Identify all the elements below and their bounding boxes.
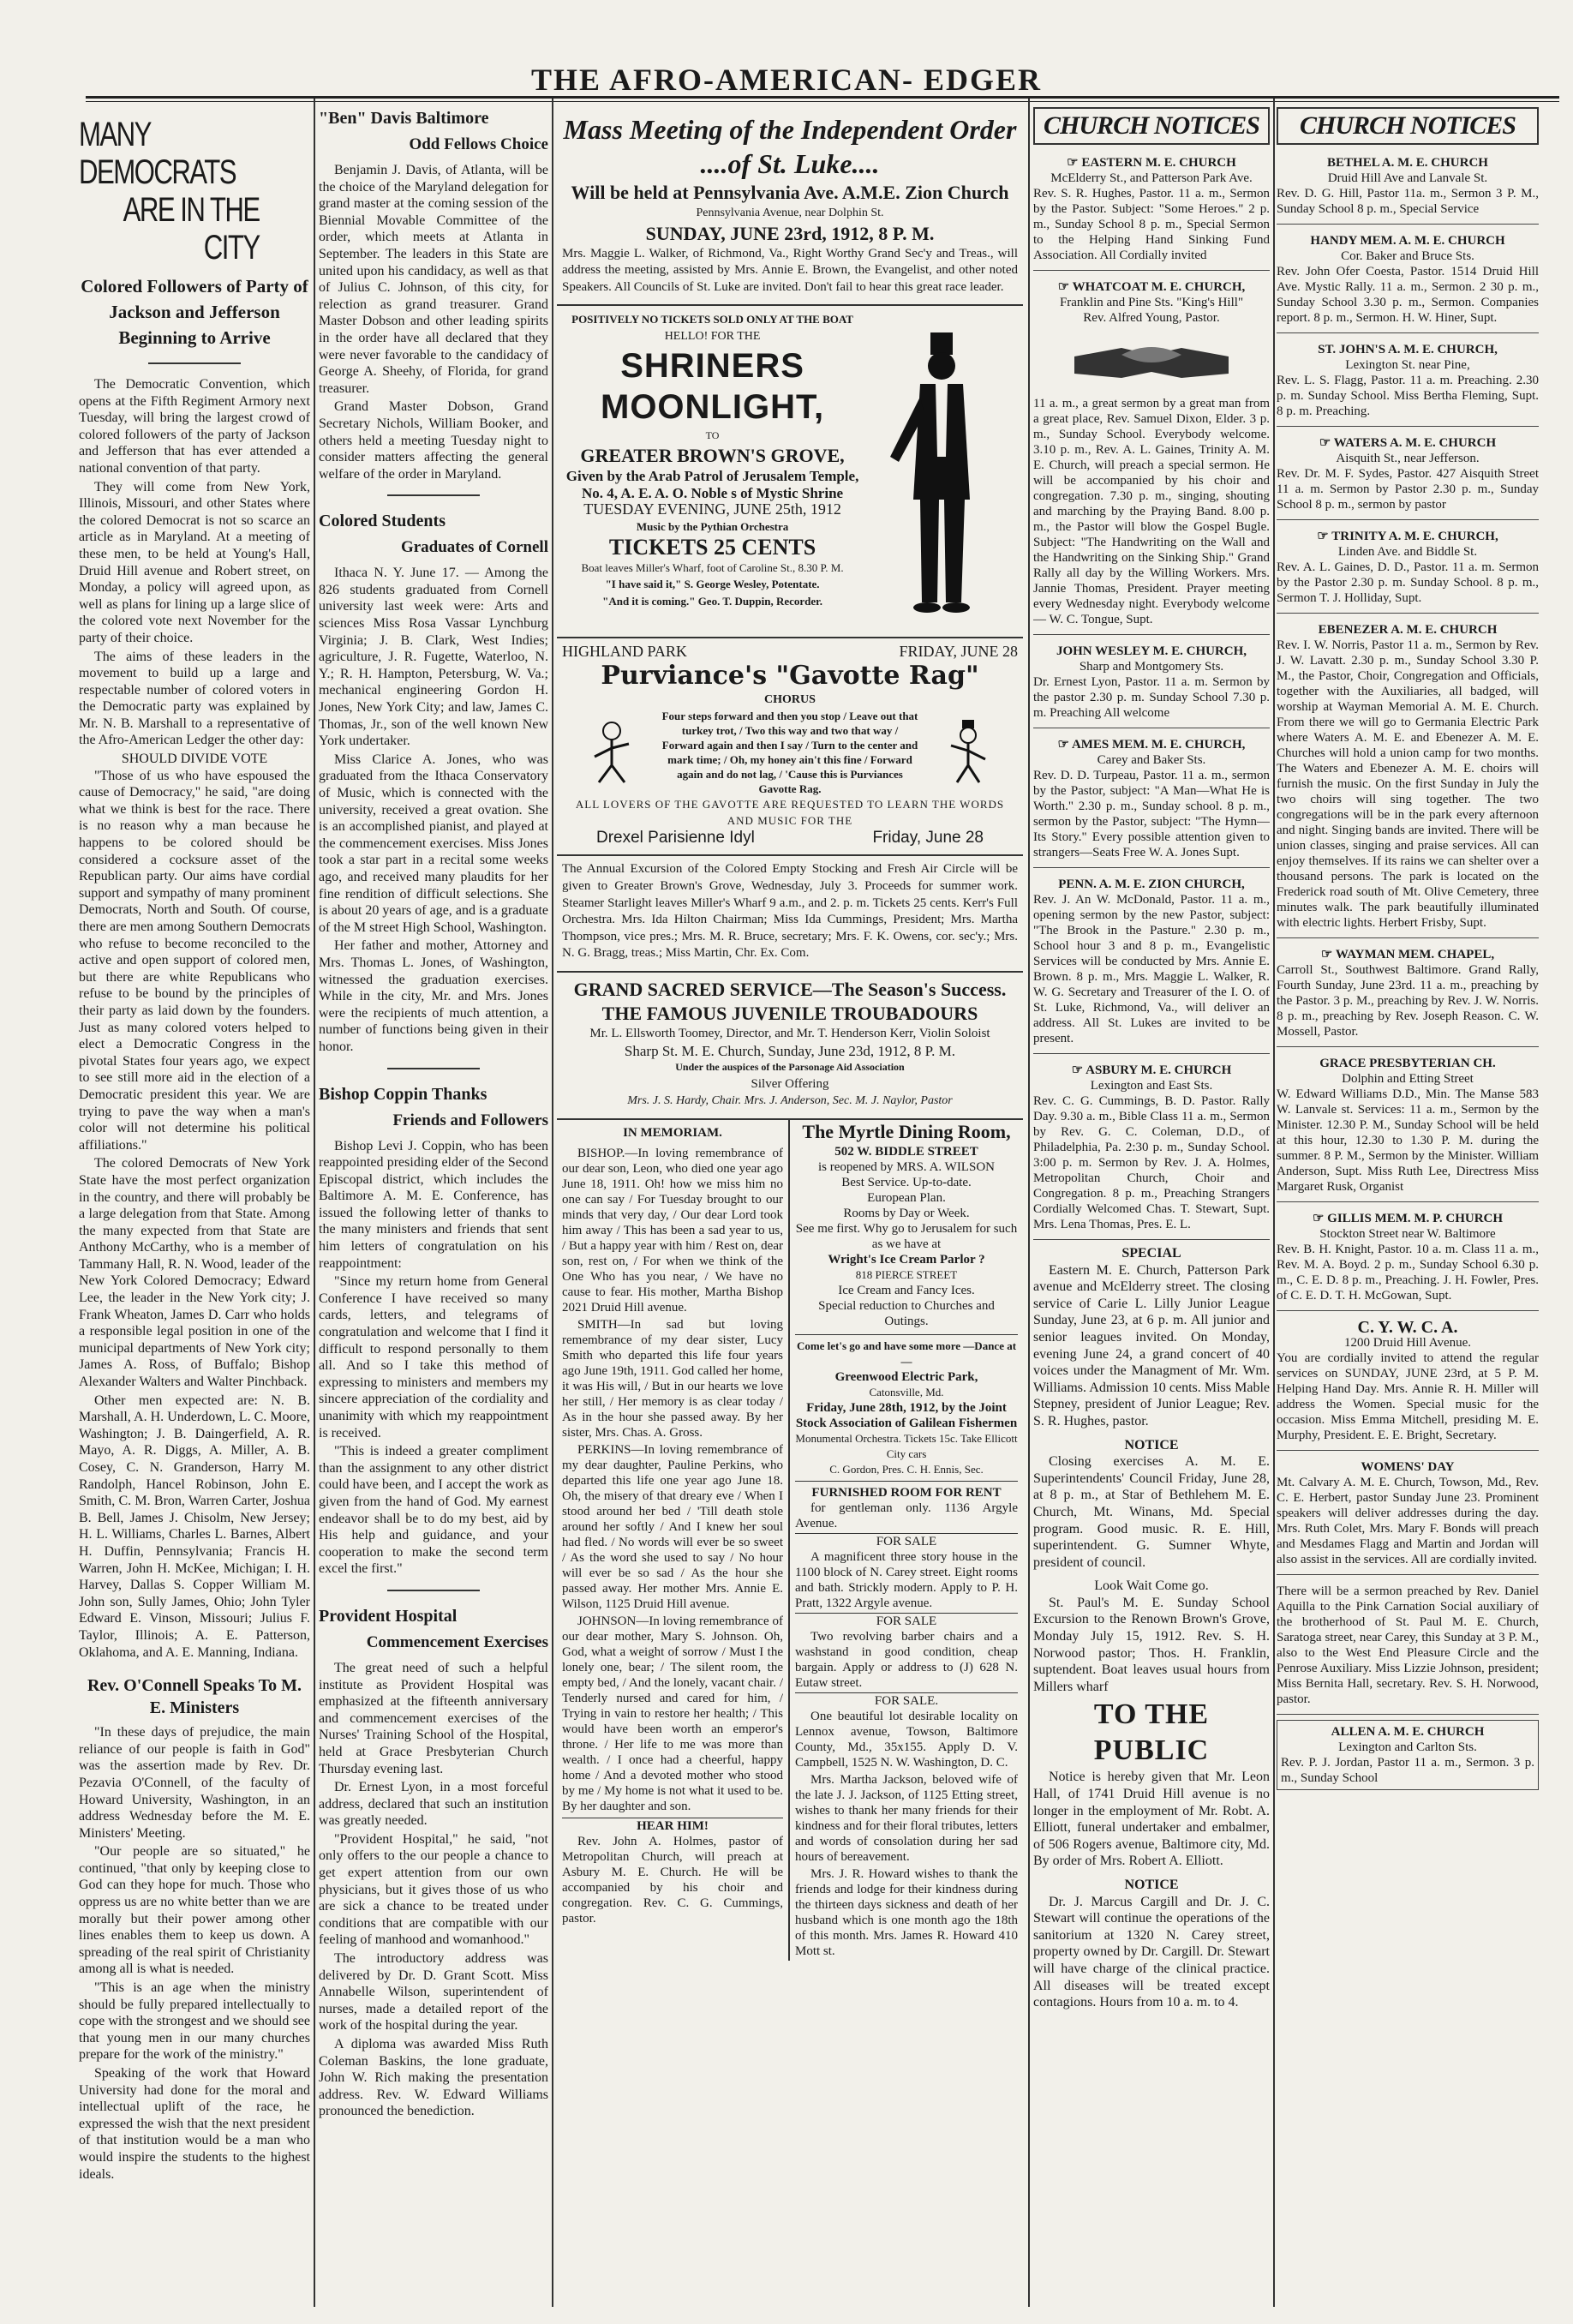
column-church-notices-1 [1033, 107, 1270, 2307]
shriners-title: SHRINERS MOONLIGHT, [601, 346, 825, 426]
dance-line: C. Gordon, Pres. C. H. Ennis, Sec. [829, 1462, 984, 1476]
church-notice [1033, 1059, 1270, 1240]
article-paragraph: "Those of us who have espoused the cause of Democracy," he said, "are doing what we think is best for the race. There is no reason why a man because he happens to be colored should be considered a cocksure asset of the Republican party. Our aims have cordial support and sympathy of many prominent Democrats, North and South. Of course, there are men among Southern Democrats who refuse to become reconciled to the active and open support of colored men, but there are white Republicans who refuse to be bound by the principles of their party as laid down by the founders. Just as many colored voters helped to elect a Democratic Congress in the pivotal States four years ago, we expect to see still more aid in the election of a Democratic president this year. We are trying to pave the way when a man's color will not determine his political affiliations." [79, 768, 310, 1153]
church-name: WATERS A. M. E. CHURCH [1333, 436, 1497, 450]
gavotte-date: FRIDAY, JUNE 28 [899, 643, 1018, 661]
ad-sacred-service [557, 973, 1023, 1120]
church-text: Rev. L. S. Flagg, Pastor. 11 a. m. Preaching. 2.30 p. m. Sunday School. Miss Bertha Fleming, Supt. 8 p. m. Preaching. [1277, 374, 1539, 418]
church-address: Franklin and Pine Sts. "King's Hill" [1059, 296, 1244, 309]
church-address: Aisquith St., near Jefferson. [1336, 452, 1480, 465]
pointing-hand-icon: ☞ [1312, 1212, 1325, 1225]
church-notice [1277, 525, 1539, 614]
church-notice [1277, 338, 1539, 427]
sacred-title: GRAND SACRED SERVICE—The Season's Success. [573, 978, 1007, 1000]
sacred-title-2: THE FAMOUS JUVENILE TROUBADOURS [601, 1002, 978, 1024]
mass-title: Mass Meeting of the Independent Order ....of St. Luke.... [563, 114, 1017, 179]
separator [148, 362, 241, 364]
article-paragraph: "This is an age when the ministry should be fully prepared intellectually to cope with the strongest and we should see that young men in our many churches prepare for the work of the ministry." [79, 1980, 310, 2063]
shriners-quote-1: "I have said it," S. George Wesley, Potentate. [605, 578, 820, 591]
memoriam-entry: JOHNSON—In loving remembrance of our dear mother, Mary S. Johnson. Oh, God, what a weight of sorrow / Must I the lonely one, bear; / The silent room, the empty bed, / And the lonely, vacant chair. / Tenderly nursed and cared for him, / Trying in vain to restore her health; / This would have been worth an emperor's throne. / Her life to me was more than wealth. / I once had a cheerful, happy home / And a devoted mother who stood by me / My home is not what it used to be. By her daughter and son. [562, 1614, 783, 1813]
gavotte-idyl-date: Friday, June 28 [872, 828, 984, 847]
headline-oconnell: Rev. O'Connell Speaks To M. E. Ministers [87, 1676, 302, 1718]
article-paragraph: Miss Clarice A. Jones, who was graduated from the Ithaca Conservatory of Music, which is connected with the university, received a great ovation. She is an accomplished pianist, and played at the commencement exercises. Miss Jones took a star part in a recital some weeks ago, and received many plaudits for her fine rendition of difficult selections. She is about 20 years of age, and is a graduate of the M street High School, Washington. [319, 752, 548, 935]
church-address: Stockton Street near W. Baltimore [1319, 1227, 1496, 1241]
article-paragraph: Other men expected are: N. B. Marshall, A. H. Underdown, L. C. Moore, Washington; J. B. Daingerfield, A. R. Mayo, A. R. Diggs, A. Miller, A. B. Cosey, C. N. Granderson, Harry M. Randolph, Hancel Robinson, John E. Smith, C. M. Bron, Warren Carter, Joshua B. Bell, James J. Chisolm, New Jersey; H. L. Williams, Charles L. Barnes, Albert H. Duffin, Pennsylvania; Francis H. Warren, John H. McKee, Michigan; I. H. Harvey, Dallas S. Copper William M. John son, Sully James, Ohio; John Tyler Edward E. Vinson, Missouri; Julius F. Taylor, Illinois; A. E. Patterson, Oklahoma, and A. E. Manning, Indiana. [79, 1393, 310, 1660]
church-name: WAYMAN MEM. CHAPEL, [1335, 948, 1495, 961]
shriners-music: Music by the Pythian Orchestra [636, 519, 789, 533]
sale-text: A magnificent three story house in the 1100 block of N. Carey street. Eight rooms and bath. Strickly modern. Apply to P. H. Pratt, 1322 Argyle avenue. [795, 1549, 1018, 1610]
church-address: Sharp and Montgomery Sts. [1079, 660, 1224, 674]
headline-provident-2: Commencement Exercises [366, 1632, 548, 1651]
church-notice [1277, 1720, 1539, 1790]
church-name: AMES MEM. M. E. CHURCH, [1071, 738, 1246, 752]
headline-coppin: Bishop Coppin Thanks [319, 1084, 487, 1104]
myrtle-title: The Myrtle Dining Room, [802, 1120, 1011, 1142]
sacred-offering: Silver Offering [751, 1076, 829, 1091]
memoriam-entry: SMITH—In sad but loving remembrance of my dear sister, Lucy Smith who departed this life four years ago June 19th, 1911. God called her home, it was His will, / But in our hearts we love her still, / Her memory is as clear today / As in the hour she passed away. By her sister, Mrs. Chas. A. Gross. [562, 1317, 783, 1440]
shriners-to: TO [705, 428, 720, 441]
church-text: Rev. J. An W. McDonald, Pastor. 11 a. m., opening sermon by the new Pastor, subject: "The Brook in the Pasture." 2.30 p. m., School hour 3 and 8 p. m., Evangelistic Services will be conducted by Mrs. Annie E. Brown. 8 p. m., Mrs. Maggie L. Walker, R. W. G. Secretary and Treasurer of the I. O. of St. Luke, Richmond, Va., will deliver an address. All St. Lukes are invited to be present. [1033, 893, 1270, 1045]
church-pastor: Rev. Alfred Young, Pastor. [1083, 311, 1220, 325]
hear-text: Rev. John A. Holmes, pastor of Metropolitan Church, will preach at Asbury M. E. Church. He will be accompanied by his choir and congregation. Rev. C. G. Cummings, pastor. [562, 1834, 783, 1926]
church-notice [1277, 1456, 1539, 1575]
church-notices-title: CHURCH NOTICES [1277, 107, 1539, 145]
church-notice [1277, 1316, 1539, 1451]
headline-many-democrats [79, 116, 260, 267]
church-address: McElderry St., and Patterson Park Ave. [1050, 171, 1253, 185]
headline-ben-davis: "Ben" Davis Baltimore [319, 109, 489, 128]
church-text: Rev. C. G. Cummings, B. D. Pastor. Rally Day. 9.30 a. m., Bible Class 11 a. m., Sermon by Rev. G. C. Coleman, D.D., of Philadelphia, Pa. 2:30 p. m., Sunday School. 3:00 p. m. Sermon by Rev. J. A. Holmes, Metropolitan Church, Choir and Congregation. 8 p. m., Preaching Strangers Cordially Welcomed Chas. T. Stewart, Supt. Mrs. Lena Thomas, Pres. E. L. [1033, 1094, 1270, 1231]
church-text: Carroll St., Southwest Baltimore. Grand Rally, Fourth Sunday, June 23rd. 11 a. m., preaching by the Pastor. 3 p. M., preaching by Rev. J. W. Norris. 8 p. m., preaching by Rev. Joseph Reason. C. W. Mossell, Pastor. [1277, 963, 1539, 1039]
headline-students-2: Graduates of Cornell [400, 538, 548, 557]
dancing-figure-icon [938, 718, 998, 787]
dancing-figure-icon [582, 718, 642, 787]
memoriam-entry: BISHOP.—In loving remembrance of our dear son, Leon, who died one year ago June 18, 1911. Oh! how we miss him no one can say / For Tuesday brought to our minds that very day, / Our dear Lord took him away / This has been a sad year to us, / But a happy year with him / Rest on, dear son, rest on, / For when we think of the One Who has you near, / We have no cause to fear. His mother, Martha Bishop 2021 Druid Hill avenue. [562, 1146, 783, 1315]
article-paragraph: Benjamin J. Davis, of Atlanta, will be the choice of the Maryland delegation for grand master at the coming session of the Biennial Movable Committee of the order, which meets at Atlanta in September. The leaders in this State are united upon his candidacy, as well as that of Julius C. Johnson, of this city, for relection as grand treasurer. Grand Master Dobson and other leading spirits in the order have all declared that they were never favorable to the candidacy of George A. Sheehy, of Florida, for grand treasurer. [319, 163, 548, 396]
pointing-hand-icon: ☞ [1319, 436, 1331, 450]
church-text: Rev. I. W. Norris, Pastor 11 a. m., Sermon by Rev. J. W. Lavatt. 2.30 p. m., Sunday School 3.30 P. M., the Pastor, Choir, Congregation and Officials, together with the Auxiliaries, all badged, will worship at Wayman Memorial A. M. E. Church. From there we will go to Germania Electric Park where Waters A. M. E. and Ebenezer A. M. E. Churches will hold a union camp for two months. The Waters and Ebenezer A. M. E. choirs will furnish the music. On the first Sunday in July the two choirs will sing together. The two congregations will be in the park every afternoon and night. Singing bands are invited. There will be union classes, singing and praise services. All can enjoy themselves. If its rains we can shelter over a thousand persons. The park is located on the Frederick road south of Mt. Olive Cemetery, three minutes walk. The park beautifully illuminated with electric lights. Herbert Frisby, Supt. [1277, 638, 1539, 930]
church-name: ASBURY M. E. CHURCH [1086, 1063, 1232, 1077]
church-text: Rev. John Ofer Coesta, Pastor. 1514 Druid Hill Ave. Mystic Rally. 11 a. m., Sermon. 2 30 p. m., Sunday School 3.30 p. m., Sermon. Companies report. 8 p. m., Sermon. H. W. Hiner, Supt. [1277, 265, 1539, 325]
sacred-place: Sharp St. M. E. Church, Sunday, June 23d, 1912, 8 P. M. [624, 1042, 956, 1059]
church-text: Rev. Dr. M. F. Sydes, Pastor. 427 Aisquith Street 11 a. m. Sermon by Pastor 2.30 p. m., Sunday School 8 p. m., sermon by pastor [1277, 467, 1539, 512]
wright-line: Ice Cream and Fancy Ices. [838, 1283, 975, 1297]
sale-title: FOR SALE. [795, 1692, 1018, 1709]
dance-title: Greenwood Electric Park, [834, 1369, 978, 1384]
church-notice [1277, 1052, 1539, 1202]
article-paragraph: "This is indeed a greater compliment than the assignment to any other district could have been, and I accept the work as given from the hand of God. My earnest endeavor shall be to do my best, aid by His help and guidance, and your cooperation to make the second term excel the first." [319, 1444, 548, 1577]
article-paragraph: "In these days of prejudice, the main reliance of our people is faith in God" was the assertion made by Rev. Dr. Pezavia O'Connell, of the faculty of Howard University, Washington, in an address Wednesday before the M. E. Ministers' Meeting. [79, 1725, 310, 1841]
church-address: Cor. Baker and Bruce Sts. [1341, 249, 1474, 263]
church-text: Rev. S. R. Hughes, Pastor. 11 a. m., Sermon by the Pastor. Subject: "Some Heroes." 2 p. m., Sunday School 8 p. m., Special Sermon to the Helping Hand Sinking Fund Association. All Cordially invited [1033, 187, 1270, 262]
shriners-top: POSITIVELY NO TICKETS SOLD ONLY AT THE BOAT [571, 313, 853, 326]
headline-line-1: MANY DEMOCRATS [79, 116, 236, 191]
shriners-quote-2: "And it is coming." Geo. T. Duppin, Recorder. [602, 594, 822, 608]
article-paragraph: The aims of these leaders in the movement to build up a large and respectable number of colored voters in the Democratic party was explained by Mr. N. B. Marshall to a representative of the Afro-American Ledger the other day: [79, 649, 310, 748]
dance-location: Catonsville, Md. [869, 1385, 944, 1399]
ads-column [790, 1120, 1023, 1961]
furnished-text: for gentleman only. 1136 Argyle Avenue. [795, 1500, 1018, 1530]
memoriam-column [557, 1120, 790, 1961]
article-paragraph: The colored Democrats of New York State have the most perfect organization in the country, and there will probably be a large delegation from that State. Among the many expected from that State are Anthony McCarthy, who is a member of Tammany Hall, R. N. Wood, leader of the New York Colored Democracy; Edward Lee, the leader in the New York city; J. Frank Wheaton, James D. Carr who holds a responsible legal position in one of the municipal departments of New York city; James A. Ross, of Buffalo; Bishop Alexander Walters and Walter Pinchback. [79, 1156, 310, 1390]
church-address: 1200 Druid Hill Avenue. [1343, 1336, 1472, 1350]
church-text: Rev. P. J. Jordan, Pastor 11 a. m., Sermon. 3 p. m., Sunday School [1281, 1756, 1534, 1785]
church-name: HANDY MEM. A. M. E. CHURCH [1310, 234, 1505, 248]
myrtle-address: 502 W. BIDDLE STREET [834, 1144, 978, 1159]
church-notice [1277, 1580, 1539, 1715]
myrtle-line: European Plan. [867, 1190, 946, 1205]
headline-provident: Provident Hospital [319, 1606, 458, 1626]
church-text: W. Edward Williams D.D., Min. The Manse 583 W. Lanvale st. Services: 11 a. m., Sermon by the Minister. 12.30 P. M., Sunday School will be held at this hour, 12.30 to 1.30 P. M. during the summer. 8 P. M., Sermon by the Minister. William Anderson, Supt. Miss Ruth Lee, Directress Miss Margaret Rusk, Organist [1277, 1087, 1539, 1194]
myrtle-line: Best Service. Up-to-date. [841, 1175, 972, 1189]
church-address: Dolphin and Etting Street [1342, 1072, 1474, 1086]
church-text: You are cordially invited to attend the regular services on SUNDAY, JUNE 23rd, at 5 P. M. Helping Hand Day. Mrs. Annie R. H. Miller will address the Women. Special music for the occasion. Miss Emma Mitchell, presiding M. E. Murphy, President. E. E. Bright, Secretary. [1277, 1351, 1539, 1442]
ad-shriners [557, 306, 1023, 638]
headline-students: Colored Students [319, 512, 446, 531]
church-name: GRACE PRESBYTERIAN CH. [1319, 1057, 1496, 1070]
church-address: Carey and Baker Sts. [1097, 753, 1206, 767]
church-name: C. Y. W. C. A. [1357, 1318, 1458, 1337]
gavotte-title: Purviance's "Gavotte Rag" [601, 660, 979, 691]
gavotte-lovers: ALL LOVERS OF THE GAVOTTE ARE REQUESTED TO LEARN THE WORDS AND MUSIC FOR THE [575, 797, 1005, 828]
memoriam-title: IN MEMORIAM. [623, 1125, 722, 1140]
church-address: Druid Hill Ave and Lanvale St. [1327, 171, 1488, 185]
thanks-text: Mrs. Martha Jackson, beloved wife of the late J. J. Jackson, of 1125 Etting street, wishes to thank her many friends for their kindness and for their floral tributes, letters and words of consolation during her sad hours of bereavement. [795, 1772, 1018, 1864]
notice-text: Dr. J. Marcus Cargill and Dr. J. C. Stewart will continue the operations of the sanitorium at 1320 N. Carey street, property owned by Dr. Cargill. Dr. Stewart will have charge of the clinical practice. All diseases will be treated except contagions. Hours from 10 a. m. to 4. [1033, 1894, 1270, 2010]
column-divider [1028, 99, 1030, 2307]
church-notice [1033, 152, 1270, 271]
church-notice [1277, 230, 1539, 333]
masthead: THE AFRO-AMERICAN- EDGER [530, 63, 1042, 97]
separator [387, 494, 479, 496]
church-notice [1277, 619, 1539, 938]
wright-line: Special reduction to Churches and Outings. [818, 1298, 995, 1328]
shriners-date: TUESDAY EVENING, JUNE 25th, 1912 [583, 500, 841, 518]
masthead-rule [86, 96, 1559, 99]
shriners-tickets: TICKETS 25 CENTS [608, 534, 816, 560]
article-paragraph: The introductory address was delivered by Dr. D. Grant Scott. Miss Annabelle Wilson, superintendent of nurses, made a detailed report of the work of the hospital during the year. [319, 1951, 548, 2034]
church-name: WHATCOAT M. E. CHURCH, [1072, 280, 1246, 294]
gavotte-place: HIGHLAND PARK [562, 643, 687, 661]
church-name: TRINITY A. M. E. CHURCH, [1331, 530, 1498, 543]
special-title: SPECIAL [1121, 1246, 1181, 1261]
church-text: Rev. D. G. Hill, Pastor 11a. m., Sermon 3 P. M., Sunday School 8 p. m., Special Service [1277, 187, 1539, 216]
church-notice [1277, 943, 1539, 1047]
headline-coppin-2: Friends and Followers [392, 1111, 548, 1129]
church-address: Lexington and Carlton Sts. [1338, 1740, 1477, 1754]
church-address: Lexington and East Sts. [1090, 1079, 1213, 1093]
article-paragraph: Her father and mother, Attorney and Mrs. Thomas L. Jones, of Washington, witnessed the graduation exercises. While in the city, Mr. and Mrs. Jones were the recipients of much attention, a number of functions being given in their honor. [319, 938, 548, 1054]
mass-location: Will be held at Pennsylvania Ave. A.M.E. Zion Church [571, 182, 1009, 203]
column-1 [79, 107, 310, 2307]
headline-line-2: ARE IN THE CITY [123, 191, 260, 267]
shriners-hello: HELLO! FOR THE [664, 329, 761, 343]
column-church-notices-2 [1277, 107, 1539, 2307]
dance-line: Monumental Orchestra. Tickets 15c. Take Ellicott City cars [795, 1431, 1018, 1460]
column-divider [1273, 99, 1275, 2307]
church-notices-title: CHURCH NOTICES [1033, 107, 1270, 145]
pointing-hand-icon: ☞ [1057, 738, 1069, 752]
gavotte-idyl: Drexel Parisienne Idyl [596, 828, 755, 847]
separator [387, 1590, 479, 1591]
notice-title: NOTICE [1124, 1437, 1179, 1452]
gavotte-lyrics: Four steps forward and then you stop / Leave out that turkey trot, / Two this way and two that way / Forward again and then I say / Turn to the center and mark time; / Oh, my honey ain't this fine / Forward again and do not lag, / 'Cause this is Purviances Gavotte Rag. [661, 709, 918, 795]
pointing-hand-icon: ☞ [1320, 948, 1333, 961]
church-name: PENN. A. M. E. ZION CHURCH, [1058, 877, 1245, 891]
church-notice [1033, 276, 1270, 635]
sale-text: One beautiful lot desirable locality on Lennox avenue, Towson, Baltimore County, Md., 35x155. Apply D. V. Campbell, 1525 N. W. Washington, D. C. [795, 1709, 1018, 1770]
wright-title: Wright's Ice Cream Parlor ? [828, 1252, 985, 1267]
column-divider [552, 99, 553, 2307]
ad-excursion: The Annual Excursion of the Colored Empty Stocking and Fresh Air Circle will be given to Greater Brown's Grove, Wednesday, July 3. Proceeds for summer work. Steamer Starlight leaves Miller's Wharf 9 a.m., and 2. p. m. Tickets 25 cents. Kerr's Full Orchestra. Mrs. Ida Hilton Chairman; Miss Ida Cummings, President; Mrs. Martha Thompson, vice pres.; Mrs. M. R. Bruce, secretary; Mrs. F. K. Owens, cor. sec'y.; Mrs. N. G. Bragg, treas.; Miss Martin, Chr. Ex. Com. [557, 856, 1023, 973]
article-paragraph: Grand Master Dobson, Grand Secretary Nichols, William Booker, and others held a meeting Tuesday night to consider matters affecting the general welfare of the order in Maryland. [319, 399, 548, 482]
furnished-title: FURNISHED ROOM FOR RENT [811, 1485, 1002, 1500]
article-paragraph: "Since my return home from General Conference I have received so many cards, letters, and telegrams of congratulation and welcome that I find it difficult to respond personally to them all. And so I take this method of expressing to ministers and members my sincere appreciation of the cordiality and unanimity with which my reappointment is received. [319, 1274, 548, 1441]
pointing-hand-icon: ☞ [1057, 280, 1070, 294]
shriners-given: Given by the Arab Patrol of Jerusalem Temple, No. 4, A. E. A. O. Noble s of Mystic Shrine [565, 468, 859, 501]
church-notice [1033, 873, 1270, 1054]
memoriam-entry: PERKINS—In loving remembrance of my dear daughter, Pauline Perkins, who departed this life one year ago June 18. Oh, the misery of that dreary eve / When I stood around her bed / 'Till death stole around her softly / And I knew her soul had fled. / No words will ever be so sweet / As the word she used to say / No hour will ever be so sad / As the hour she passed away. Her mother Mrs. Annie E. Wilson, 1125 Druid Hill avenue. [562, 1442, 783, 1611]
look-line: Look Wait Come go. [1094, 1578, 1209, 1594]
church-name: EBENEZER A. M. E. CHURCH [1318, 623, 1498, 637]
notice-text: Closing exercises A. M. E. Superintendents' Council Friday, June 28, at 8 p. m., at Star of Bethlehem M. E. Church, Mt. Winans, Md. Special program. Good music. R. E. Hill, superintendent. G. Sumner Whyte, president of council. [1033, 1454, 1270, 1570]
ad-gavotte [557, 638, 1023, 856]
shriners-place: GREATER BROWN'S GROVE, [580, 445, 845, 467]
to-the-public-text: Notice is hereby given that Mr. Leon Hall, of 1741 Druid Hill avenue is no longer in the employment of Mr. Robt. A. Elliott, funeral undertaker and embalmer, of 506 Rogers avenue, Baltimore city, Md. By order of Mrs. Robert A. Elliott. [1033, 1770, 1270, 1869]
church-name: WOMENS' DAY [1361, 1460, 1455, 1474]
dance-date: Friday, June 28th, 1912, by the Joint Stock Association of Galilean Fishermen [795, 1400, 1018, 1430]
article-paragraph: "Provident Hospital," he said, "not only offers to the our people a chance to get expert attention from our own physicians, but it gives those of us who are sick a chance to be treated under conditions that are compatible with our feeling of manhood and womanhood." [319, 1831, 548, 1948]
church-address: Lexington St. near Pine, [1345, 358, 1470, 372]
church-text: 11 a. m., a great sermon by a great man from a great place, Rev. Samuel Dixon, Elder. 3 p. m., Sunday School. Everybody welcome. 3.10 p. m., Rev. A. L. Gaines, Trinity A. M. E. Church, will preach a special sermon. He will be accompanied by his choir and congregation. 7.30 p. m., singing, shouting and marching by the Praying Band. 8.00 p. m., the Pastor will blow the Gospel Bugle. Subject: "The Handwriting on the Wall and the Handwriting on the Sinking Ship." Grand Rally all day by the Willing Workers. Mrs. Jannie Thomas, President. Prayer meeting every Wednesday night. Everybody welcome — W. C. Tongue, Supt. [1033, 397, 1270, 626]
column-2 [319, 107, 548, 2307]
ad-mass-meeting [557, 107, 1023, 306]
mass-date: SUNDAY, JUNE 23rd, 1912, 8 P. M. [645, 222, 935, 244]
myrtle-line: Rooms by Day or Week. [843, 1206, 970, 1220]
section-subtitle: SHOULD DIVIDE VOTE [121, 752, 268, 767]
handshake-icon [1070, 331, 1233, 391]
church-address: Linden Ave. and Biddle St. [1337, 545, 1478, 559]
church-notice [1033, 734, 1270, 868]
church-text: Rev. D. D. Turpeau, Pastor. 11 a. m., sermon by the Pastor, subject: "A Man—What He is Worth." 2.30 p. m., Sunday school. 8 p. m., sermon by the Pastor, subject: "The Hymn—Its Story." Every possible attention given to strangers—Seats Free W. A. Jones Supt. [1033, 769, 1270, 860]
wright-address: 818 PIERCE STREET [855, 1267, 958, 1281]
church-text: Dr. Ernest Lyon, Pastor. 11 a. m. Sermon by the pastor 2.30 p. m. Sunday School 7.30 p. m. Preaching All welcome [1033, 675, 1270, 720]
church-notice [1277, 1207, 1539, 1311]
church-name: ST. JOHN'S A. M. E. CHURCH, [1318, 343, 1498, 356]
church-name: ALLEN A. M. E. CHURCH [1331, 1725, 1485, 1739]
separator [387, 1068, 479, 1069]
church-name: BETHEL A. M. E. CHURCH [1327, 156, 1488, 170]
article-paragraph: Bishop Levi J. Coppin, who has been reappointed presiding elder of the Second Episcopal district, which includes the Baltimore A. M. E. Conference, has issued the following letter of thanks to the many ministers and friends that sent him letters of congratulation on his reappointment: [319, 1138, 548, 1271]
pointing-hand-icon: ☞ [1067, 156, 1079, 170]
church-text: There will be a sermon preached by Rev. Daniel Aquilla to the Pink Carnation Social auxiliary of the brotherhood of St. Paul M. E. Church, Saratoga street, near Carey, this Sunday at 3 P. M., also to the West End Pleasure Circle and the Penrose Auxiliary. Miss Lizzie Johnson, president; Miss Bernita Hall, secretary. Rev. S. H. Norwood, pastor. [1277, 1584, 1539, 1706]
sale-title: FOR SALE [795, 1533, 1018, 1549]
article-paragraph: A diploma was awarded Miss Ruth Coleman Baskins, the lone graduate, John W. Rich making the presentation address. Rev. W. Edward Williams pronounced the benediction. [319, 2037, 548, 2119]
masthead-rule-thin [86, 101, 1559, 102]
article-paragraph: Dr. Ernest Lyon, in a most forceful address, declared that such an institution was greatly needed. [319, 1780, 548, 1829]
dance-pre: Come let's go and have some more —Dance at— [796, 1339, 1017, 1368]
article-paragraph: Ithaca N. Y. June 17. — Among the 826 students graduated from Cornell university last week were: Arts and sciences Miss Rosa Vassar Lynchburg Virginia; J. B. Clark, West Indies; agriculture, J. R. Fugette, Waterloo, N. Y.; R. H. Hampton, Petersburg, W. Va.; mechanical engineering Gordon H. Jones, New York City; and law, James C. Thomas, Jr., son of the well known New York undertaker. [319, 566, 548, 749]
column-ads [557, 107, 1023, 2307]
shriners-boat: Boat leaves Miller's Wharf, foot of Caroline St., 8.30 P. M. [581, 560, 844, 574]
notice-title: NOTICE [1124, 1878, 1179, 1892]
hear-title: HEAR HIM! [562, 1818, 783, 1834]
church-notice [1277, 152, 1539, 225]
article-paragraph: The great need of such a helpful institute as Provident Hospital was emphasized at the fifteenth anniversary and commencement exercises of the Nurses' Training School of the Hospital, held at Grace Presbyterian Church Thursday evening last. [319, 1660, 548, 1776]
church-name: EASTERN M. E. CHURCH [1081, 156, 1236, 170]
sacred-director: Mr. L. Ellsworth Toomey, Director, and Mr. T. Henderson Kerr, Violin Soloist [589, 1026, 990, 1040]
classifieds [557, 1120, 1023, 1961]
mass-address: Pennsylvania Avenue, near Dolphin St. [696, 207, 884, 219]
sacred-auspices: Under the auspices of the Parsonage Aid Association [675, 1061, 905, 1074]
church-notice [1033, 640, 1270, 728]
sale-text: Two revolving barber chairs and a washstand in good condition, cheap bargain. Apply or address to (J) 628 N. Eutaw street. [795, 1629, 1018, 1690]
article-paragraph: Speaking of the work that Howard University had done for the moral and intellectual uplift of the race, he expressed the wish that the next president of that institution would be a man who would inspire the students to the highest ideals. [79, 2066, 310, 2182]
pointing-hand-icon: ☞ [1317, 530, 1329, 543]
gavotte-chorus: CHORUS [764, 692, 816, 706]
article-paragraph: "Our people are so situated," he continued, "that only by keeping close to God can they hope for much. Those who oppress us are no white better than we are morally but their power among other lines enables them to keep us down. A spreading of the real spirit of Christianity among all is what is needed. [79, 1844, 310, 1977]
church-name: JOHN WESLEY M. E. CHURCH, [1056, 644, 1247, 658]
sacred-signatures: Mrs. J. S. Hardy, Chair. Mrs. J. Anderson, Sec. M. J. Naylor, Pastor [627, 1094, 953, 1108]
pointing-hand-icon: ☞ [1071, 1063, 1084, 1077]
mass-text: Mrs. Maggie L. Walker, of Richmond, Va., Right Worthy Grand Sec'y and Treas., will address the meeting, assisted by Mrs. Annie E. Brown, the Evangelist, and other noted Speakers. All Councils of St. Luke are invited. Don't fail to hear this great race leader. [562, 246, 1018, 294]
church-text: Rev. B. H. Knight, Pastor. 10 a. m. Class 11 a. m., Rev. M. A. Boyd. 2 p. m., Sunday School 6.30 p. m., C. E. D. 8 p. m., Preaching. J. H. Fowler, Pres. of C. E. D. T. H. McGowan, Supt. [1277, 1243, 1539, 1303]
look-text: St. Paul's M. E. Sunday School Excursion to the Renown Brown's Grove, Monday July 15, 1912. Rev. S. H. Norwood pastor; Thos. H. Franklin, suptendent. Boat leaves usual hours from Millers wharf [1033, 1595, 1270, 1694]
shriner-figure-icon [886, 328, 997, 620]
church-name: GILLIS MEM. M. P. CHURCH [1327, 1212, 1504, 1225]
column-divider [314, 99, 315, 2307]
church-notice [1277, 432, 1539, 520]
subheadline: Colored Followers of Party of Jackson and Jefferson Beginning to Arrive [81, 276, 308, 348]
special-text: Eastern M. E. Church, Patterson Park avenue and McElderry street. The closing service of Carie L. Lilly Junior League Sunday, June 23, at 6 p. m. All junior and senior leagues invited. On Monday, evening June 24, a grand concert of 40 voices under the Managment of Mr. Wm. Williams. Admission 10 cents. Miss Mable Stepney, president of Junior League; Rev. S. R. Hughes, pastor. [1033, 1262, 1270, 1429]
church-text: Rev. A. L. Gaines, D. D., Pastor. 11 a. m. Sermon by the Pastor 2.30 p. m. Sunday School. 8 p. m., Sermon T. J. Holliday, Supt. [1277, 560, 1539, 605]
article-paragraph: The Democratic Convention, which opens at the Fifth Regiment Armory next Tuesday, will bring the largest crowd of colored followers of the party of Jackson and Jefferson that has ever attended a national convention of that party. [79, 377, 310, 476]
church-text: Mt. Calvary A. M. E. Church, Towson, Md., Rev. C. E. Herbert, pastor Sunday June 23. Prominent speakers will deliver addresses during the day. Mrs. Ruth Colet, Mrs. Mary F. Bonds will preach and Mesdames Flagg and Martin and Jordan will also assist in the services. All are cordially invited. [1277, 1476, 1539, 1566]
wright-pre: See me first. Why go to Jerusalem for such as we have at [795, 1221, 1018, 1251]
article-paragraph: They will come from New York, Illinois, Missouri, and other States where the colored Democrat is not so scarce an article as in Maryland. At a meeting of these men, to be held at Young's Hall, Druid Hill avenue and Robert street, on Monday, a policy will agreed upon, as well as plans for lining up a large slice of the colored vote next November for the party of their choice. [79, 479, 310, 645]
thanks-text: Mrs. J. R. Howard wishes to thank the friends and lodge for their kindness during the thirteen days sickness and death of her husband which is one month ago the 18th of this month. Mrs. James R. Howard 410 Mott st. [795, 1866, 1018, 1958]
myrtle-reopen: is reopened by MRS. A. WILSON [818, 1159, 995, 1174]
sale-title: FOR SALE [795, 1613, 1018, 1629]
headline-ben-davis-2: Odd Fellows Choice [409, 135, 548, 153]
to-the-public-title: TO THE PUBLIC [1093, 1698, 1210, 1767]
